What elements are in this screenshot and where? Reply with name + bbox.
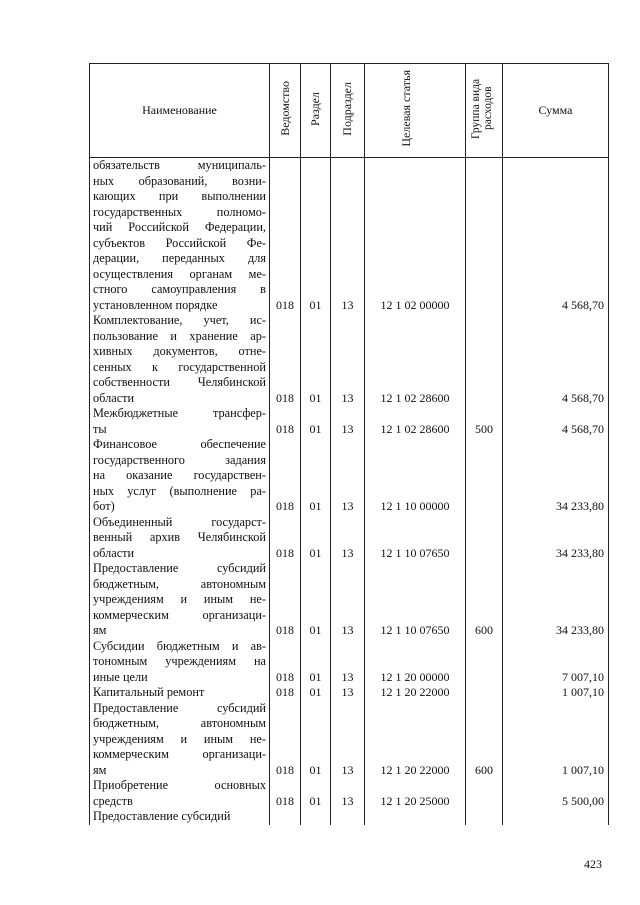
table-row — [90, 313, 609, 406]
row-name-line: государственного задания — [93, 452, 266, 467]
row-gruppa — [466, 515, 503, 562]
row-name-line: ных услуг (выполнение ра- — [93, 483, 266, 498]
row-name-line: области — [93, 390, 135, 405]
row-vedomstvo: 018 — [270, 313, 301, 406]
row-name — [90, 406, 270, 437]
row-podrazdel: 13 — [331, 778, 365, 809]
row-razdel: 01 — [301, 778, 331, 809]
header-gruppa: Группа вида расходов — [466, 64, 503, 158]
row-statya: 12 1 20 25000 — [365, 778, 466, 809]
row-name — [90, 639, 270, 686]
row-gruppa — [466, 158, 503, 314]
table-row — [90, 406, 609, 437]
row-name-line: Комплектование, учет, ис- — [93, 313, 266, 327]
row-name-line: ных образований, возни- — [93, 173, 266, 188]
row-name-line: обязательств муниципаль- — [93, 158, 266, 172]
table-row — [90, 515, 609, 562]
row-name-line: ты — [93, 421, 107, 436]
row-vedomstvo: 018 — [270, 515, 301, 562]
row-vedomstvo: 018 — [270, 701, 301, 779]
table-row — [90, 437, 609, 515]
row-podrazdel: 13 — [331, 639, 365, 686]
table-row — [90, 701, 609, 779]
row-statya: 12 1 20 22000 — [365, 701, 466, 779]
row-razdel: 01 — [301, 639, 331, 686]
row-vedomstvo: 018 — [270, 639, 301, 686]
row-name — [90, 515, 270, 562]
row-name-line: ям — [93, 762, 107, 777]
row-summa: 4 568,70 — [503, 158, 609, 314]
row-name-line: Капитальный ремонт — [93, 685, 205, 699]
table-row — [90, 778, 609, 809]
row-name-line: Приобретение основных — [93, 778, 266, 792]
row-statya: 12 1 20 00000 — [365, 639, 466, 686]
row-name-line: иные цели — [93, 669, 148, 684]
row-gruppa: 600 — [466, 561, 503, 639]
row-gruppa — [466, 313, 503, 406]
row-name-line: Финансовое обеспечение — [93, 437, 266, 451]
header-vedomstvo: Ведомство — [270, 64, 301, 158]
row-podrazdel: 13 — [331, 561, 365, 639]
row-razdel: 01 — [301, 515, 331, 562]
row-name-line: учреждениям и иным не- — [93, 592, 266, 606]
row-name-line: чий Российской Федерации, — [93, 220, 266, 234]
row-name-line: Предоставление субсидий — [93, 809, 231, 823]
row-name-line: государственных полномо- — [93, 204, 266, 219]
row-podrazdel — [331, 809, 365, 825]
row-razdel: 01 — [301, 158, 331, 314]
row-statya: 12 1 02 28600 — [365, 313, 466, 406]
row-podrazdel: 13 — [331, 701, 365, 779]
row-name-line: учреждениям и иным не- — [93, 731, 266, 746]
row-name-line: Межбюджетные трансфер- — [93, 406, 266, 420]
row-name-line: Субсидии бюджетным и ав- — [93, 638, 266, 653]
row-name-line: средств — [93, 793, 133, 808]
row-name — [90, 809, 270, 825]
row-name-line: бот) — [93, 499, 115, 513]
row-name-line: сенных к государственной — [93, 359, 266, 374]
row-statya: 12 1 02 28600 — [365, 406, 466, 437]
row-name — [90, 313, 270, 406]
row-vedomstvo: 018 — [270, 685, 301, 701]
row-name — [90, 685, 270, 701]
row-name-line: коммерческим организаци- — [93, 747, 266, 761]
header-podrazdel: Подраздел — [331, 64, 365, 158]
row-summa: 4 568,70 — [503, 406, 609, 437]
row-vedomstvo: 018 — [270, 561, 301, 639]
row-summa — [503, 809, 609, 825]
row-name-line: хивных документов, отне- — [93, 344, 266, 358]
table-row — [90, 158, 609, 314]
row-name-line: субъектов Российской Фе- — [93, 235, 266, 250]
row-name-line: тономным учреждениям на — [93, 654, 266, 668]
header-name: Наименование — [90, 64, 270, 158]
row-razdel: 01 — [301, 685, 331, 701]
row-gruppa — [466, 639, 503, 686]
table-row — [90, 809, 609, 825]
row-vedomstvo — [270, 809, 301, 825]
row-name — [90, 561, 270, 639]
row-name-line: стного самоуправления в — [93, 282, 266, 296]
row-vedomstvo: 018 — [270, 406, 301, 437]
row-vedomstvo: 018 — [270, 158, 301, 314]
row-gruppa — [466, 685, 503, 701]
row-razdel: 01 — [301, 406, 331, 437]
row-statya: 12 1 10 00000 — [365, 437, 466, 515]
row-name-line: пользование и хранение ар- — [93, 328, 266, 343]
row-summa: 7 007,10 — [503, 639, 609, 686]
row-statya: 12 1 10 07650 — [365, 561, 466, 639]
row-statya: 12 1 20 22000 — [365, 685, 466, 701]
row-name — [90, 158, 270, 314]
row-name-line: Предоставление субсидий — [93, 561, 266, 575]
row-gruppa: 600 — [466, 701, 503, 779]
row-razdel: 01 — [301, 701, 331, 779]
row-name-line: установленном порядке — [93, 297, 218, 312]
table-row — [90, 685, 609, 701]
row-statya — [365, 809, 466, 825]
row-podrazdel: 13 — [331, 515, 365, 562]
row-summa: 34 233,80 — [503, 437, 609, 515]
row-gruppa — [466, 437, 503, 515]
row-name-line: венный архив Челябинской — [93, 530, 266, 544]
row-gruppa — [466, 809, 503, 825]
page-number: 423 — [584, 857, 602, 871]
row-razdel: 01 — [301, 313, 331, 406]
header-razdel: Раздел — [301, 64, 331, 158]
row-razdel: 01 — [301, 561, 331, 639]
row-name-line: бюджетным, автономным — [93, 576, 266, 591]
row-vedomstvo: 018 — [270, 437, 301, 515]
row-name-line: дерации, переданных для — [93, 251, 266, 265]
row-podrazdel: 13 — [331, 158, 365, 314]
row-razdel: 01 — [301, 437, 331, 515]
row-name-line: собственности Челябинской — [93, 375, 266, 389]
row-summa: 1 007,10 — [503, 701, 609, 779]
row-name-line: осуществления органам ме- — [93, 266, 266, 281]
row-summa: 4 568,70 — [503, 313, 609, 406]
table-row — [90, 561, 609, 639]
row-name-line: ям — [93, 623, 107, 637]
budget-table — [89, 63, 609, 825]
row-gruppa: 500 — [466, 406, 503, 437]
row-summa: 34 233,80 — [503, 515, 609, 562]
row-statya: 12 1 10 07650 — [365, 515, 466, 562]
header-summa: Сумма — [503, 64, 609, 158]
row-podrazdel: 13 — [331, 437, 365, 515]
row-name-line: кающих при выполнении — [93, 189, 266, 203]
row-name — [90, 701, 270, 779]
row-razdel — [301, 809, 331, 825]
row-name-line: области — [93, 545, 135, 560]
row-summa: 5 500,00 — [503, 778, 609, 809]
header-statya: Целевая статья — [365, 64, 466, 158]
row-name-line: Предоставление субсидий — [93, 700, 266, 715]
row-podrazdel: 13 — [331, 313, 365, 406]
row-summa: 34 233,80 — [503, 561, 609, 639]
table-row — [90, 639, 609, 686]
row-name — [90, 437, 270, 515]
table-header-row — [90, 64, 609, 158]
row-summa: 1 007,10 — [503, 685, 609, 701]
row-name-line: на оказание государствен- — [93, 468, 266, 482]
row-name-line: Объединенный государст- — [93, 514, 266, 529]
row-name-line: бюджетным, автономным — [93, 716, 266, 730]
row-name-line: коммерческим организаци- — [93, 607, 266, 622]
row-podrazdel: 13 — [331, 685, 365, 701]
row-vedomstvo: 018 — [270, 778, 301, 809]
row-gruppa — [466, 778, 503, 809]
row-podrazdel: 13 — [331, 406, 365, 437]
row-name — [90, 778, 270, 809]
row-statya: 12 1 02 00000 — [365, 158, 466, 314]
